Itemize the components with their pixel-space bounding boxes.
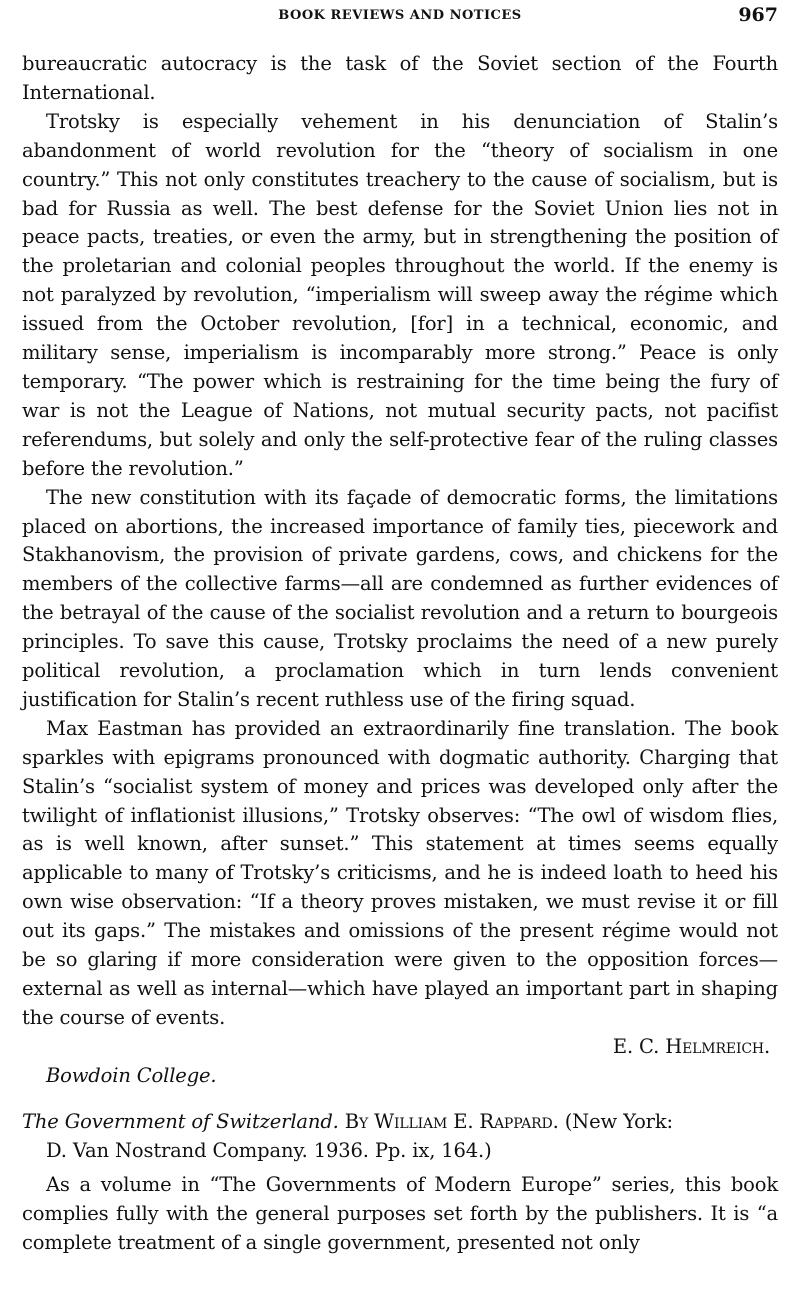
section-gap	[22, 1091, 778, 1108]
book-publisher-details: D. Van Nostrand Company. 1936. Pp. ix, 164.)	[46, 1138, 492, 1162]
page-header	[22, 4, 778, 26]
paragraph: As a volume in “The Governments of Modern Europe” series, this book complies fully with the general purposes set forth by the publishers. It is “a complete treatment of a single government, presented not only	[22, 1173, 778, 1255]
page-number: 967	[738, 4, 778, 26]
paragraph: The new constitution with its façade of democratic forms, the limitations placed on abortions, the increased importance of family ties, piecework and Stakhanovism, the provision of private gardens, cows, and chickens for the members of the collective farms—all are condemned as further evidences of the betrayal of the cause of the socialist revolution and a return to bourgeois principles. To save this cause, Trotsky proclaims the need of a new purely political revolution, a proclamation which in turn lends convenient justification for Stalin’s recent ruthless use of the firing squad.	[22, 485, 778, 711]
running-head: BOOK REVIEWS AND NOTICES	[278, 8, 522, 23]
paragraph: Trotsky is especially vehement in his denunciation of Stalin’s abandonment of world revolution for the “theory of socialism in one country.” This not only constitutes treachery to the cause of socialism, but is bad for Russia as well. The best defense for the Soviet Union lies not in peace pacts, treaties, or even the army, but in strengthening the position of the proletarian and colonial peoples throughout the world. If the enemy is not paralyzed by revolution, “imperialism will sweep away the régime which issued from the October revolution, [for] in a technical, economic, and military sense, imperialism is incomparably more strong.” Peace is only temporary. “The power which is restraining for the time being the fury of war is not the League of Nations, not mutual security pacts, not pacifist referendums, but solely and only the self-protective fear of the ruling classes before the revolution.”	[22, 109, 778, 480]
book-title: The Government of Switzerland.	[22, 1109, 339, 1133]
article-body	[22, 50, 778, 1258]
paragraph: Max Eastman has provided an extraordinarily fine translation. The book sparkles with epigrams pronounced with dogmatic authority. Charging that Stalin’s “socialist system of money and prices was developed only after the twilight of inflationist illusions,” Trotsky observes: “The owl of wisdom flies, as is well known, after sunset.” This statement at times seems equally applicable to many of Trotsky’s criticisms, and he is indeed loath to heed his own wise observation: “If a theory proves mistaken, we must revise it or fill out its gaps.” The mistakes and omissions of the present régime would not be so glaring if more consideration were given to the opposition forces—external as well as internal—which have played an important part in shaping the course of events.	[22, 716, 778, 1029]
book-by: By	[344, 1109, 369, 1133]
reviewer-signature: E. C. Helmreich.	[612, 1034, 770, 1058]
book-author: William E. Rappard.	[374, 1109, 559, 1133]
page	[22, 0, 778, 1300]
book-publisher-start: (New York:	[564, 1109, 673, 1133]
reviewer-affiliation: Bowdoin College.	[46, 1063, 217, 1087]
paragraph-continued: bureaucratic autocracy is the task of the Soviet section of the Fourth International.	[22, 52, 778, 104]
review-citation	[22, 1108, 778, 1137]
